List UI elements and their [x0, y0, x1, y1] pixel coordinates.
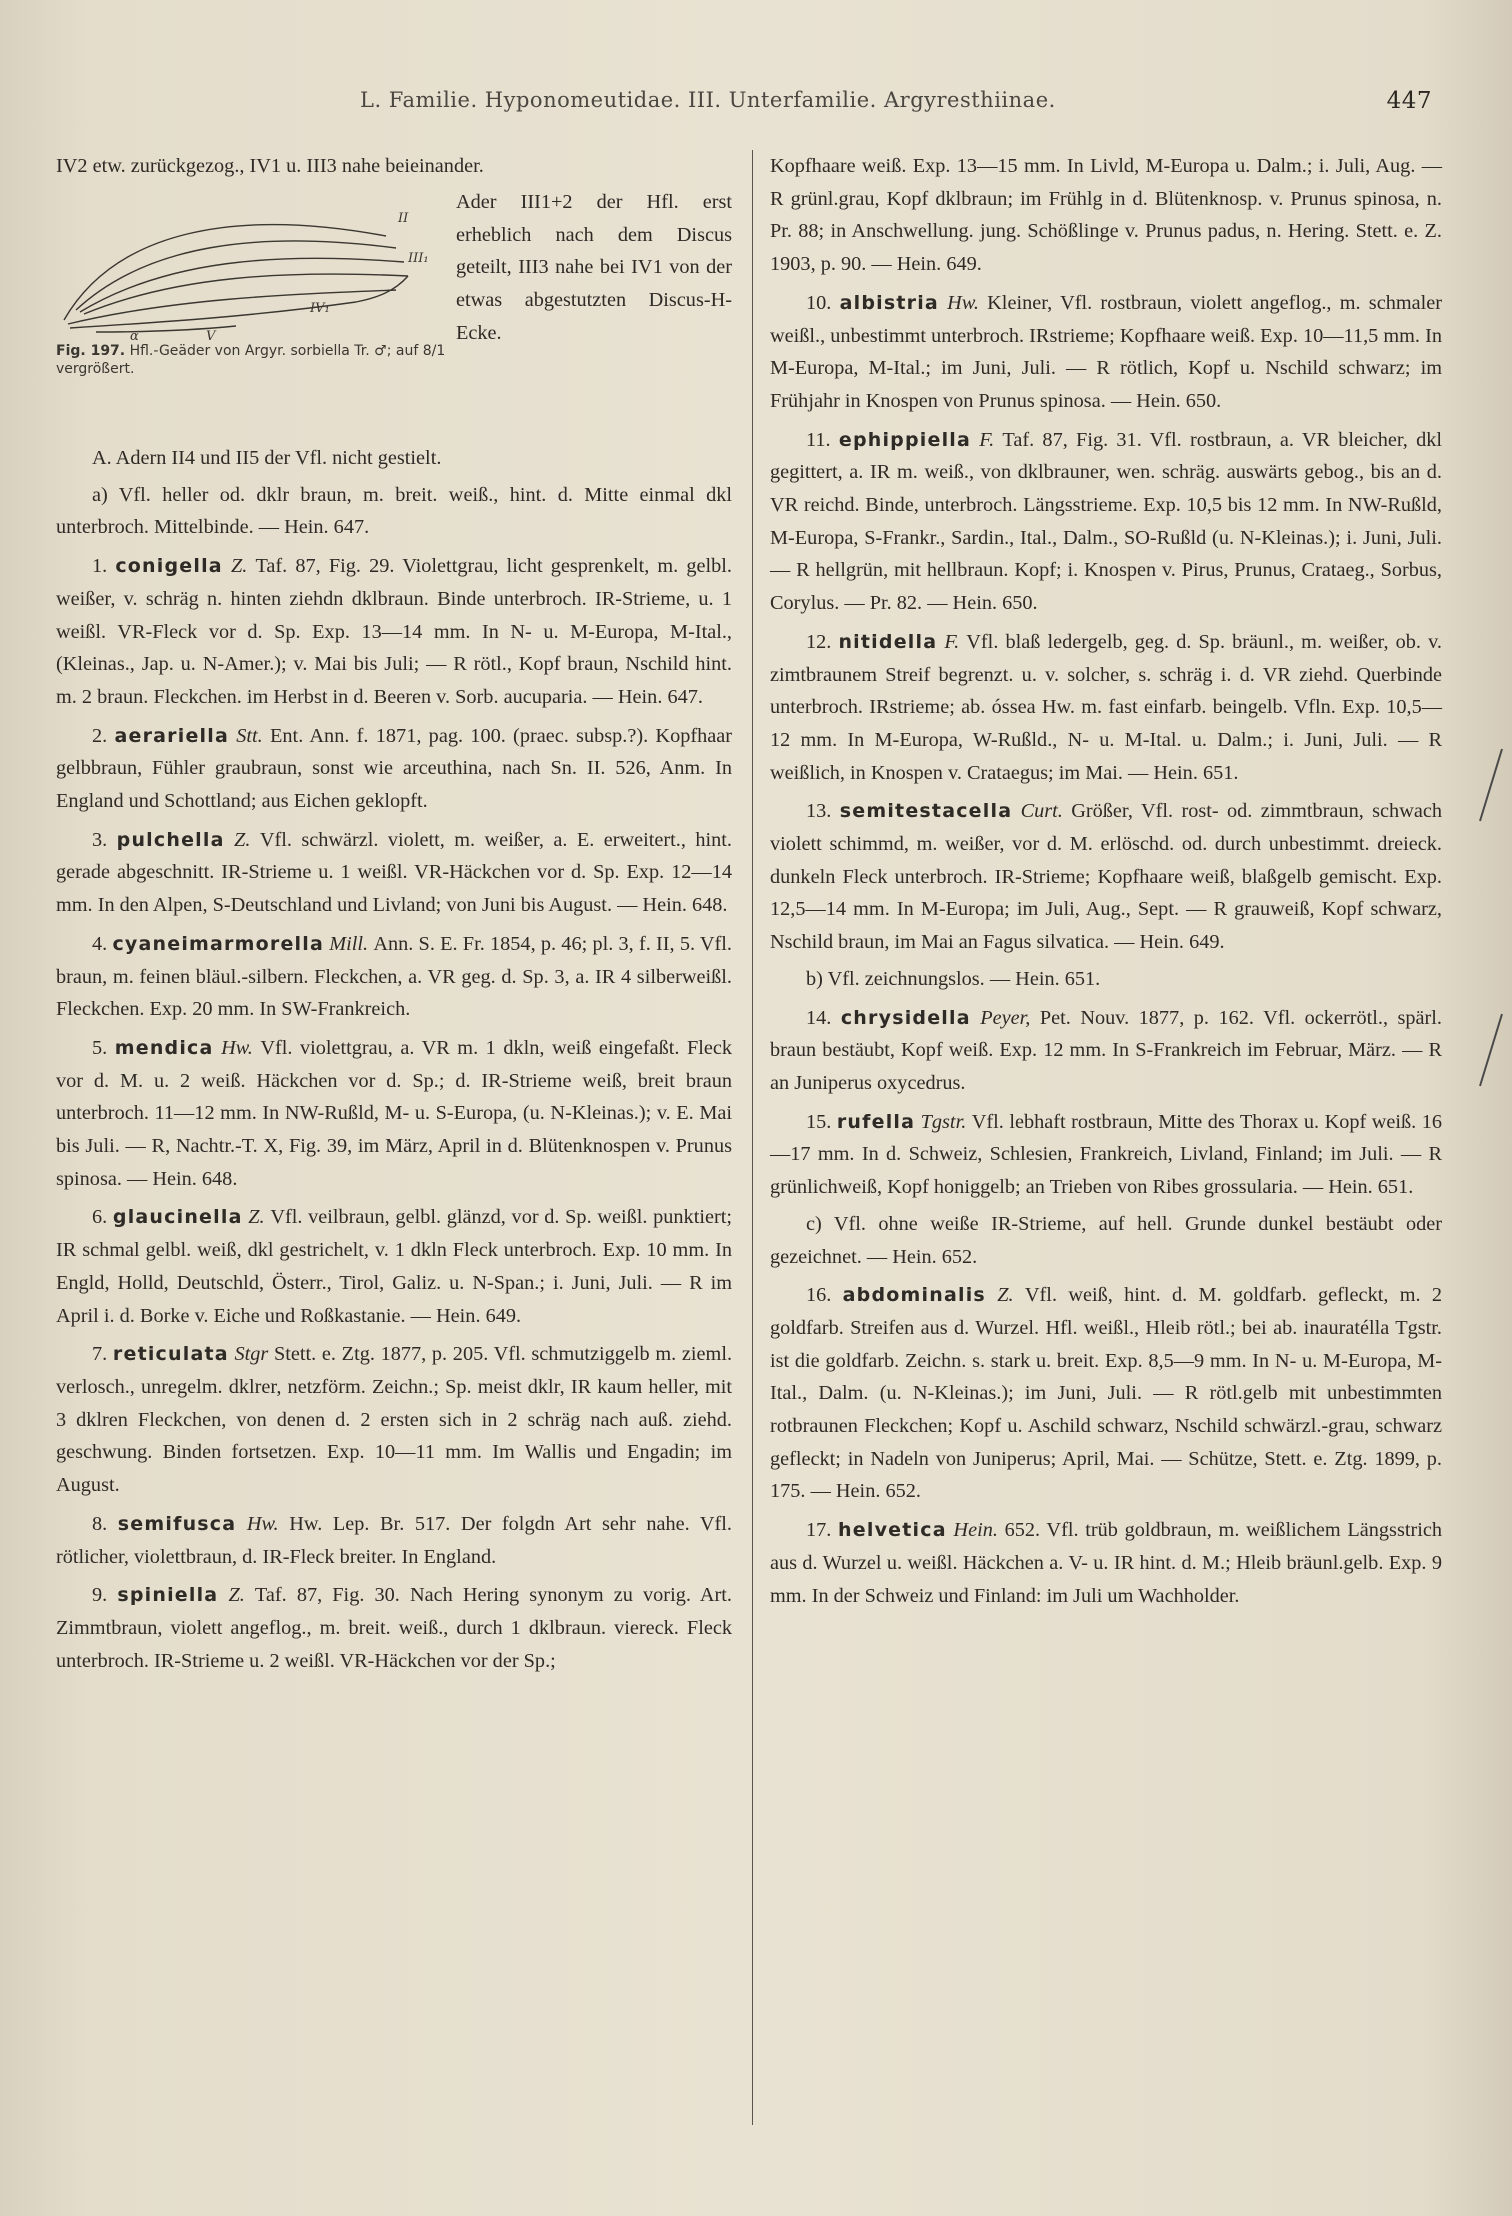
species-name: albistria — [839, 291, 939, 314]
pencil-mark — [1476, 1010, 1506, 1090]
species-name: mendica — [114, 1036, 214, 1059]
entry-number: 3. — [92, 828, 117, 851]
right-entries-1 — [770, 287, 1442, 959]
species-name: cyaneimarmorella — [112, 932, 324, 955]
entry-text: Pet. Nouv. 1877, p. 162. Vfl. ockerrötl., spärl. braun bestäubt, Kopf weiß. Exp. 12 mm. In S-Frankreich im Februar, März. — R an Juniperus oxycedrus. — [770, 1006, 1442, 1094]
entry-text: Größer, Vfl. rost- od. zimmtbraun, schwach violett schimmd, m. weißer, vor d. M. erlöschd. od. durch unbestimmt. dreieck. dunkeln Fleck unterbroch. IR-Strieme; Kopfhaare weiß, blaßgelb gemischt. Exp. 12,5—14 mm. In M-Europa; im Juli, Aug., Sept. — R grauweiß, Kopf schwarz, Nschild braun, im Mai an Fagus silvatica. — Hein. 649. — [770, 800, 1442, 954]
section-b: b) Vfl. zeichnungslos. — Hein. 651. — [806, 967, 1101, 990]
species-author: F. — [971, 428, 1003, 451]
entry-number: 14. — [806, 1006, 841, 1029]
section-A: A. Adern II4 und II5 der Vfl. nicht gestielt. — [92, 447, 442, 469]
species-entry — [770, 287, 1442, 418]
species-entry — [56, 928, 732, 1026]
entry-number: 4. — [92, 932, 113, 955]
species-entry — [770, 1514, 1442, 1612]
species-entry — [770, 626, 1442, 790]
entry-text: Vfl. lebhaft rostbraun, Mitte des Thorax u. Kopf weiß. 16—17 mm. In d. Schweiz, Schlesien, Frankreich, Livland, Finland; im Juli. — R grünlichweiß, Kopf honiggelb; an Trieben von Ribes grossularia. — Hein. 651. — [770, 1110, 1443, 1199]
species-entry — [770, 795, 1442, 959]
species-author: Stgr — [228, 1343, 274, 1366]
species-name: spiniella — [117, 1584, 219, 1607]
species-author: Hein. — [946, 1519, 1005, 1542]
left-column — [56, 150, 732, 1677]
species-entry — [56, 720, 732, 818]
species-name: semifusca — [117, 1512, 237, 1535]
entry-text: Taf. 87, Fig. 30. Nach Hering synonym zu vorig. Art. Zimmtbraun, violett angeflog., m. breit. weiß., durch 1 dklbraun. viereck. Fleck unterbroch. IR-Strieme u. 2 weißl. VR-Häckchen vor der Sp.; — [56, 1584, 733, 1672]
entry-number: 13. — [806, 800, 840, 823]
species-entry — [56, 1579, 732, 1677]
species-author: Z. — [985, 1284, 1025, 1307]
label-alpha: α — [130, 329, 139, 340]
entry-number: 9. — [92, 1584, 118, 1607]
species-entry — [56, 1338, 732, 1502]
species-entry — [770, 1106, 1442, 1204]
entry-number: 16. — [806, 1284, 843, 1307]
species-author: Z. — [222, 555, 256, 578]
label-V: V — [206, 329, 216, 340]
species-name: conigella — [115, 555, 223, 578]
species-author: Z. — [242, 1206, 271, 1229]
species-entry — [56, 1032, 732, 1196]
species-author: Stt. — [229, 724, 271, 747]
species-author: Z. — [218, 1584, 255, 1607]
species-name: glaucinella — [112, 1206, 243, 1229]
figure-side-text: Ader III1+2 der Hfl. erst erheblich nach dem Discus geteilt, III3 nahe bei IV1 von der etwas abgestutzten Discus-H-Ecke. — [456, 191, 732, 344]
entry-text: Vfl. violettgrau, a. VR m. 1 dkln, weiß eingefaßt. Fleck vor d. M. u. 2 weiß. Häckchen vor d. Sp.; d. IR-Strieme weiß, breit braun unterbroch. 11—12 mm. In NW-Rußld, M- u. S-Europa, (u. N-Kleinas.); v. E. Mai bis Juli. — R, Nachtr.-T. X, Fig. 39, im März, April in d. Blütenknospen v. Prunus spinosa. — Hein. 648. — [56, 1036, 732, 1190]
entry-text: Ann. S. E. Fr. 1854, p. 46; pl. 3, f. II, 5. Vfl. braun, m. feinen bläul.-silbern. Fleckchen, a. VR geg. d. Sp. 3, a. IR 4 silberweißl. Fleckchen. Exp. 20 mm. In SW-Frankreich. — [56, 932, 732, 1021]
species-name: abdominalis — [842, 1284, 986, 1307]
entry-number: 1. — [92, 555, 116, 578]
entry-number: 6. — [92, 1206, 113, 1229]
pencil-mark — [1476, 745, 1506, 825]
species-author: Mill. — [323, 932, 374, 955]
entry-text: Kleiner, Vfl. rostbraun, violett angeflog., m. schmaler weißl., unbestimmt unterbroch. IRstrieme; Kopfhaare weiß. Exp. 10—11,5 mm. In M-Europa, M-Ital.; im Juni, Juli. — R rötlich, Kopf u. Nschild schwarz; im Frühjahr in Knospen von Prunus spinosa. — Hein. 650. — [770, 291, 1443, 412]
species-name: aerariella — [114, 724, 229, 747]
figure-caption — [56, 342, 446, 378]
entry-text: Ent. Ann. f. 1871, pag. 100. (praec. subsp.?). Kopfhaar gelbbraun, Fühler graubraun, sonst wie arceuthina, nach Sn. II. 526, Anm. In England und Schottland; aus Eichen geklopft. — [56, 724, 733, 813]
entry-text: Vfl. blaß ledergelb, geg. d. Sp. bräunl., m. weißer, ob. v. zimtbraunem Streif begrenzt. u. v. solcher, s. schräg i. d. VR ziehd. Querbinde unterbroch. IRstrieme; ab. óssea Hw. m. fast einfarb. beingelb. Vfln. Exp. 10,5—12 mm. In M-Europa, W-Rußld., N- u. M-Ital. u. Dalm.; i. Juni, Juli. — R weißlich, in Knospen v. Crataegus; im Mai. — Hein. 651. — [770, 630, 1442, 784]
species-author: Hw. — [213, 1036, 261, 1059]
entry-number: 11. — [806, 428, 839, 451]
species-name: reticulata — [112, 1343, 229, 1366]
section-c: c) Vfl. ohne weiße IR-Strieme, auf hell. Grunde dunkel bestäubt oder gezeichnet. — Hein. 652. — [770, 1212, 1442, 1268]
left-entries — [56, 550, 732, 1677]
entry-text: Taf. 87, Fig. 31. Vfl. rostbraun, a. VR bleicher, dkl gegittert, a. IR m. weiß., von dklbrauner, wen. schräg. auswärts gebog., bis an d. VR reichd. Binde, unterbroch. Längsstrieme. Exp. 10,5 bis 12 mm. In NW-Rußld, M-Europa, S-Frankr., Sardin., Ital., Dalm., SO-Rußld (u. N-Kleinas.); i. Juni, Juli. — R hellgrün, mit hellbraun. Kopf; i. Knospen v. Pirus, Prunus, Crataeg., Sorbus, Corylus. — Pr. 82. — Hein. 650. — [770, 428, 1443, 615]
figure-block — [56, 150, 732, 438]
entry-text: Hw. Lep. Br. 517. Der folgdn Art sehr nahe. Vfl. rötlicher, violettbraun, d. IR-Fleck breiter. In England. — [56, 1512, 733, 1568]
entry-text: Vfl. schwärzl. violett, m. weißer, a. E. erweitert., hint. gerade abgeschnitt. IR-Strieme u. 1 weißl. VR-Häckchen vor d. Sp. Exp. 12—14 mm. In den Alpen, S-Deutschland und Livland; von Juni bis August. — Hein. 648. — [56, 828, 732, 917]
label-II: II — [398, 211, 409, 226]
entry-text: Vfl. weiß, hint. d. M. goldfarb. gefleckt, m. 2 goldfarb. Streifen aus d. Wurzel. Hfl. weißl., Hleib rötl.; bei ab. inauratélla Tgstr. ist die goldfarb. Zeichn. s. stark u. breit. Exp. 8,5—9 mm. In N- u. M-Europa, M-Ital., Dalm. (u. N-Kleinas.); im Juni, Juli. — R rötl.gelb mit unbestimmten rotbraunen Fleckchen; Kopf u. Aschild schwarz, Nschild schwärzl.-grau, schwarz gefleckt; in Nadeln von Juniperus; April, Mai. — Schütze, Stett. e. Ztg. 1899, p. 175. — Hein. 652. — [770, 1284, 1442, 1503]
species-entry — [56, 550, 732, 714]
species-name: pulchella — [116, 828, 225, 851]
running-title: L. Familie. Hyponomeutidae. III. Unterfamilie. Argyresthiinae. — [360, 88, 1056, 112]
running-header — [360, 88, 1432, 128]
caption-text: Hfl.-Geäder von Argyr. sorbiella Tr. ♂; auf 8/1 vergrößert. — [56, 343, 446, 377]
entry-text: Taf. 87, Fig. 29. Violettgrau, licht gesprenkelt, m. gelbl. weißer, v. schräg n. hinten ziehdn dklbraun. Binde unterbroch. IR-Strieme, u. 1 weißl. VR-Fleck vor d. Sp. Exp. 13—14 mm. In N- u. M-Europa, M-Ital., (Kleinas., Jap. u. N-Amer.); v. Mai bis Juli; — R rötl., Kopf braun, Nschild hint. m. 2 braun. Fleckchen. im Herbst in d. Beeren v. Sorb. aucuparia. — Hein. 647. — [56, 555, 733, 708]
species-name: helvetica — [838, 1519, 947, 1542]
species-name: nitidella — [838, 630, 938, 653]
continuation-text: Kopfhaare weiß. Exp. 13—15 mm. In Livld, M-Europa u. Dalm.; i. Juli, Aug. — R grünl.grau, Kopf dklbraun; im Frühlg in d. Blütenknosp. v. Prunus spinosa, n. Pr. 88; in Anschwellung. jung. Schößlinge v. Prunus padus, n. Hering. Stett. e. Z. 1903, p. 90. — Hein. 649. — [770, 155, 1442, 276]
species-name: chrysidella — [840, 1006, 971, 1029]
figure-197 — [56, 190, 446, 378]
species-entry — [56, 1508, 732, 1573]
right-entries-2 — [770, 1002, 1442, 1204]
right-entries-3 — [770, 1279, 1442, 1612]
species-author: Hw. — [938, 291, 988, 314]
entry-text: Vfl. veilbraun, gelbl. glänzd, vor d. Sp. weißl. punktiert; IR schmal gelbl. weiß, dkl gestrichelt, v. 1 dkln Fleck unterbroch. Exp. 10 mm. In Engld, Holld, Deutschld, Österr., Tirol, Galiz. u. N-Span.; i. Juni, Juli. — R im April i. d. Borke v. Eiche und Roßkastanie. — Hein. 649. — [56, 1206, 732, 1327]
entry-text: Stett. e. Ztg. 1877, p. 205. Vfl. schmutziggelb m. zieml. verlosch., unregelm. dklrer, netzförm. Zeichn.; Sp. meist dklr, IR kaum heller, mit 3 dklren Fleckchen, von denen d. 2 ersten sich in 2 schräg nach auß. ziehd. geschwung. Binden fortsetzen. Exp. 10—11 mm. Im Wallis und Engadin; im August. — [56, 1343, 733, 1497]
species-name: ephippiella — [838, 428, 972, 451]
species-entry — [56, 824, 732, 922]
right-column — [770, 150, 1442, 1612]
species-author: Z. — [224, 828, 260, 851]
entry-number: 15. — [806, 1110, 837, 1133]
entry-number: 7. — [92, 1343, 113, 1366]
label-III1: III₁ — [408, 251, 429, 266]
caption-number: Fig. 197. — [56, 343, 126, 359]
entry-number: 17. — [806, 1519, 839, 1542]
species-name: semitestacella — [839, 800, 1013, 823]
entry-text: 652. Vfl. trüb goldbraun, m. weißlichem Längsstrich aus d. Wurzel u. weißl. Häckchen a. V- u. IR hint. d. M.; Hleib bräunl.gelb. Exp. 9 mm. In der Schweiz und Finland: im Juli um Wachholder. — [770, 1519, 1443, 1607]
entry-number: 12. — [806, 630, 839, 653]
species-entry — [770, 1279, 1442, 1508]
species-author: Tgstr. — [915, 1110, 972, 1133]
species-author: Curt. — [1012, 800, 1072, 823]
species-author: F. — [937, 630, 967, 653]
entry-number: 10. — [806, 291, 840, 314]
entry-number: 8. — [92, 1512, 118, 1535]
entry-number: 5. — [92, 1036, 115, 1059]
section-a: a) Vfl. heller od. dklr braun, m. breit. weiß., hint. d. Mitte einmal dkl unterbroch. Mittelbinde. — Hein. 647. — [56, 483, 732, 539]
intro-line: IV2 etw. zurückgezog., IV1 u. III3 nahe beieinander. — [56, 155, 484, 177]
species-name: rufella — [836, 1110, 916, 1133]
entry-number: 2. — [92, 724, 115, 747]
wing-venation-diagram — [56, 190, 446, 340]
species-entry — [56, 1201, 732, 1332]
species-entry — [770, 424, 1442, 620]
page-number: 447 — [1386, 88, 1432, 114]
label-IV1: IV₁ — [310, 301, 330, 316]
column-divider — [752, 150, 753, 2125]
species-author: Peyer, — [970, 1006, 1040, 1029]
species-author: Hw. — [236, 1512, 290, 1535]
species-entry — [770, 1002, 1442, 1100]
